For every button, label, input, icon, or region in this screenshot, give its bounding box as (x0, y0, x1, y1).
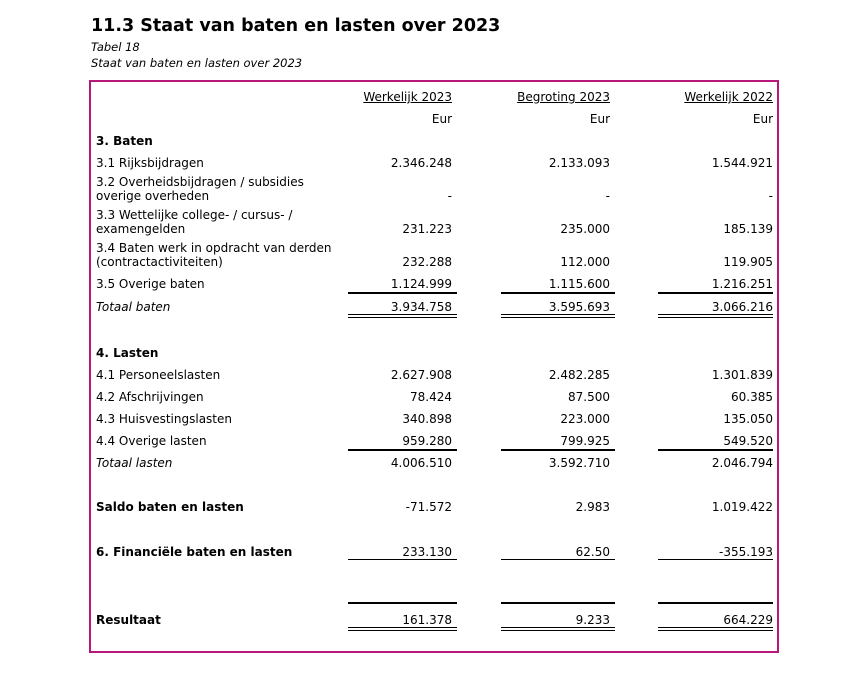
row-label: 3.1 Rijksbijdragen (96, 156, 204, 170)
row-value: 87.500 (568, 390, 610, 404)
double-rule (348, 317, 457, 318)
table-subtitle: Staat van baten en lasten over 2023 (91, 56, 303, 70)
row-value: 231.223 (402, 222, 452, 236)
double-rule (658, 317, 773, 318)
saldo-value: 1.019.422 (711, 500, 773, 514)
row-value: 232.288 (402, 255, 452, 269)
financieel-label: 6. Financiële baten en lasten (96, 545, 293, 559)
row-value: - (768, 189, 773, 203)
row-label: 4.3 Huisvestingslasten (96, 412, 232, 426)
row-value: 60.385 (731, 390, 773, 404)
double-rule (501, 630, 615, 631)
rule-above-resultaat (658, 602, 773, 604)
double-rule (501, 627, 615, 628)
underline-financieel (658, 559, 773, 560)
saldo-label: Saldo baten en lasten (96, 500, 244, 514)
total-value: 2.046.794 (711, 456, 773, 470)
double-rule (348, 630, 457, 631)
row-value: 235.000 (560, 222, 610, 236)
row-value: 78.424 (410, 390, 452, 404)
resultaat-value: 9.233 (575, 613, 610, 627)
row-value: - (447, 189, 452, 203)
row-label: 3.4 Baten werk in opdracht van derden (96, 241, 332, 255)
total-value: 3.934.758 (390, 300, 452, 314)
row-value: 959.280 (402, 434, 452, 448)
column-header-begroting-2023: Begroting 2023 (517, 90, 610, 104)
underline-financieel (501, 559, 615, 560)
total-value: 3.066.216 (711, 300, 773, 314)
column-unit: Eur (431, 112, 452, 126)
total-label-baten: Totaal baten (96, 300, 171, 314)
rule-above-total-baten (348, 292, 457, 294)
double-rule (348, 314, 457, 315)
row-value: 1.115.600 (548, 277, 610, 291)
underline-financieel (348, 559, 457, 560)
rule-above-total-baten (501, 292, 615, 294)
rule-above-total-lasten (348, 449, 457, 451)
rule-above-total-lasten (501, 449, 615, 451)
row-value: 549.520 (723, 434, 773, 448)
row-value: 799.925 (560, 434, 610, 448)
double-rule (658, 630, 773, 631)
total-value: 4.006.510 (390, 456, 452, 470)
row-value: 1.544.921 (711, 156, 773, 170)
row-value: 185.139 (723, 222, 773, 236)
resultaat-label: Resultaat (96, 613, 161, 627)
row-value: 1.301.839 (711, 368, 773, 382)
rule-above-resultaat (348, 602, 457, 604)
row-value: 340.898 (402, 412, 452, 426)
rule-above-resultaat (501, 602, 615, 604)
row-label: 4.2 Afschrijvingen (96, 390, 204, 404)
row-value: 2.346.248 (390, 156, 452, 170)
double-rule (658, 627, 773, 628)
row-label: 3.5 Overige baten (96, 277, 205, 291)
row-label: 4.4 Overige lasten (96, 434, 207, 448)
rule-above-total-lasten (658, 449, 773, 451)
financieel-value: 233.130 (402, 545, 452, 559)
double-rule (348, 627, 457, 628)
financieel-value: 62.50 (575, 545, 610, 559)
row-label: overige overheden (96, 189, 210, 203)
row-label: 4.1 Personeelslasten (96, 368, 221, 382)
row-value: 1.124.999 (390, 277, 452, 291)
column-unit: Eur (589, 112, 610, 126)
row-label: examengelden (96, 222, 186, 236)
column-unit: Eur (752, 112, 773, 126)
row-value: - (605, 189, 610, 203)
double-rule (658, 314, 773, 315)
row-value: 135.050 (723, 412, 773, 426)
resultaat-value: 161.378 (402, 613, 452, 627)
row-value: 119.905 (723, 255, 773, 269)
column-header-werkelijk-2023: Werkelijk 2023 (363, 90, 452, 104)
double-rule (501, 317, 615, 318)
total-label-lasten: Totaal lasten (96, 456, 173, 470)
table-number: Tabel 18 (91, 40, 140, 54)
section-title-lasten: 4. Lasten (96, 346, 159, 360)
column-header-werkelijk-2022: Werkelijk 2022 (684, 90, 773, 104)
financieel-value: -355.193 (719, 545, 773, 559)
section-title-baten: 3. Baten (96, 134, 153, 148)
rule-above-total-baten (658, 292, 773, 294)
row-label: 3.3 Wettelijke college- / cursus- / (96, 208, 293, 222)
total-value: 3.592.710 (548, 456, 610, 470)
row-label: (contractactiviteiten) (96, 255, 223, 269)
resultaat-value: 664.229 (723, 613, 773, 627)
saldo-value: 2.983 (575, 500, 610, 514)
row-value: 223.000 (560, 412, 610, 426)
total-value: 3.595.693 (548, 300, 610, 314)
row-value: 2.133.093 (548, 156, 610, 170)
row-value: 2.627.908 (390, 368, 452, 382)
page-title: 11.3 Staat van baten en lasten over 2023 (91, 16, 501, 36)
row-label: 3.2 Overheidsbijdragen / subsidies (96, 175, 304, 189)
double-rule (501, 314, 615, 315)
row-value: 112.000 (560, 255, 610, 269)
row-value: 1.216.251 (711, 277, 773, 291)
row-value: 2.482.285 (548, 368, 610, 382)
saldo-value: -71.572 (405, 500, 452, 514)
